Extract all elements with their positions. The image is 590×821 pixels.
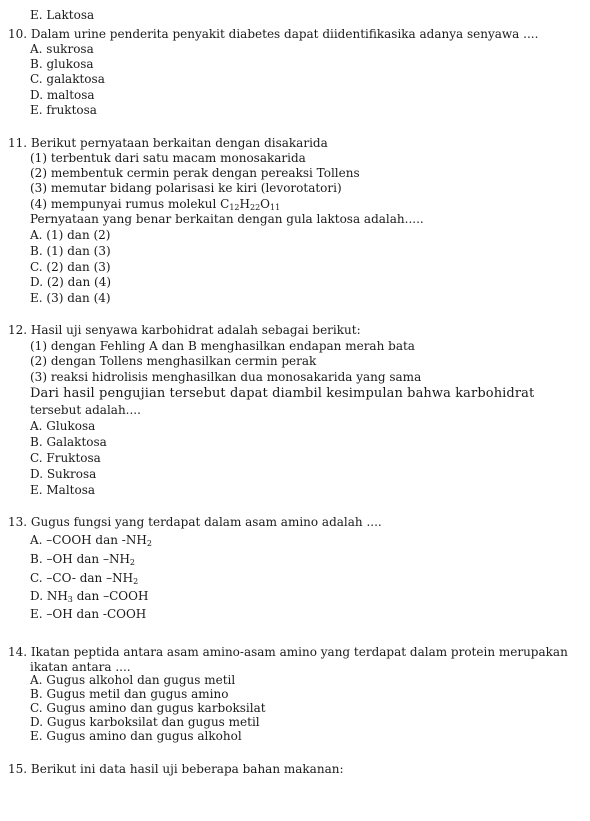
q15-question: 15. Berikut ini data hasil uji beberapa bahan makanan:: [8, 762, 344, 776]
q12-statement-3: (3) reaksi hidrolisis menghasilkan dua monosakarida yang sama: [30, 370, 422, 384]
q11-statement-1: (1) terbentuk dari satu macam monosakarida: [30, 151, 306, 165]
q13-option-d-tail: dan –COOH: [72, 589, 149, 603]
q13-question: 13. Gugus fungsi yang terdapat dalam asam amino adalah ....: [8, 515, 382, 529]
q13-option-a-text: A. –COOH dan -NH: [30, 533, 147, 547]
q13-option-a-subscript: 2: [146, 539, 152, 548]
q13-option-c: [30, 571, 138, 589]
q11-option-d: D. (2) dan (4): [30, 275, 112, 289]
q11-option-b: B. (1) dan (3): [30, 244, 111, 258]
q11-option-c: C. (2) dan (3): [30, 260, 111, 274]
q12-option-b: B. Galaktosa: [30, 435, 107, 449]
q12-option-d: D. Sukrosa: [30, 467, 97, 481]
q10-option-d: D. maltosa: [30, 88, 95, 102]
q13-option-a: [30, 533, 152, 551]
q12-option-e: E. Maltosa: [30, 483, 96, 497]
q12-statement-2: (2) dengan Tollens menghasilkan cermin perak: [30, 354, 317, 368]
q14-question-line-2: ikatan antara ....: [30, 660, 131, 674]
q13-option-e: E. –OH dan -COOH: [30, 607, 147, 621]
q12-conclusion-line-2: tersebut adalah....: [30, 403, 141, 417]
q13-option-c-subscript: 2: [133, 577, 139, 586]
q11-formula-h-count: 22: [249, 203, 261, 212]
q11-question: 11. Berikut pernyataan berkaitan dengan disakarida: [8, 136, 328, 150]
q12-option-a: A. Glukosa: [30, 419, 96, 433]
q14-option-c: C. Gugus amino dan gugus karboksilat: [30, 701, 266, 715]
q12-conclusion-line-1: Dari hasil pengujian tersebut dapat diambil kesimpulan bahwa karbohidrat: [30, 386, 535, 401]
q14-option-d: D. Gugus karboksilat dan gugus metil: [30, 715, 260, 729]
q13-option-c-text: C. –CO- dan –NH: [30, 571, 134, 585]
q14-option-b: B. Gugus metil dan gugus amino: [30, 687, 229, 701]
q13-option-b-text: B. –OH dan –NH: [30, 552, 130, 566]
q12-statement-1: (1) dengan Fehling A dan B menghasilkan endapan merah bata: [30, 339, 415, 353]
q14-option-e: E. Gugus amino dan gugus alkohol: [30, 729, 242, 743]
q12-question: 12. Hasil uji senyawa karbohidrat adalah sebagai berikut:: [8, 323, 361, 337]
q14-option-a: A. Gugus alkohol dan gugus metil: [30, 673, 236, 687]
q11-formula-h: H: [239, 197, 250, 211]
q11-formula-c-count: 12: [229, 203, 240, 212]
q11-formula-o: O: [260, 197, 271, 211]
q13-option-b-subscript: 2: [129, 558, 136, 567]
q13-option-d: [30, 589, 148, 607]
q10-question: 10. Dalam urine penderita penyakit diabetes dapat diidentifikasika adanya senyawa ....: [8, 27, 539, 41]
q11-option-a: A. (1) dan (2): [30, 228, 111, 242]
q9-option-e: E. Laktosa: [30, 8, 95, 22]
q11-statement-2: (2) membentuk cermin perak dengan pereaksi Tollens: [30, 166, 360, 180]
q13-option-d-text: D. NH: [30, 589, 68, 603]
q13-option-b: [30, 552, 135, 570]
q11-prompt: Pernyataan yang benar berkaitan dengan gula laktosa adalah.....: [30, 212, 424, 226]
q13-option-d-subscript: 3: [67, 595, 73, 604]
q10-option-c: C. galaktosa: [30, 72, 105, 86]
q10-option-b: B. glukosa: [30, 57, 94, 71]
q10-option-e: E. fruktosa: [30, 103, 97, 117]
q11-statement-3: (3) memutar bidang polarisasi ke kiri (levorotatori): [30, 181, 342, 195]
q14-question-line-1: 14. Ikatan peptida antara asam amino-asam amino yang terdapat dalam protein merupakan: [8, 645, 568, 659]
q11-formula-o-count: 11: [270, 203, 281, 212]
q11-statement-4-text: (4) mempunyai rumus molekul C: [30, 197, 230, 211]
q12-option-c: C. Fruktosa: [30, 451, 101, 465]
q10-option-a: A. sukrosa: [30, 42, 94, 56]
q11-option-e: E. (3) dan (4): [30, 291, 111, 305]
